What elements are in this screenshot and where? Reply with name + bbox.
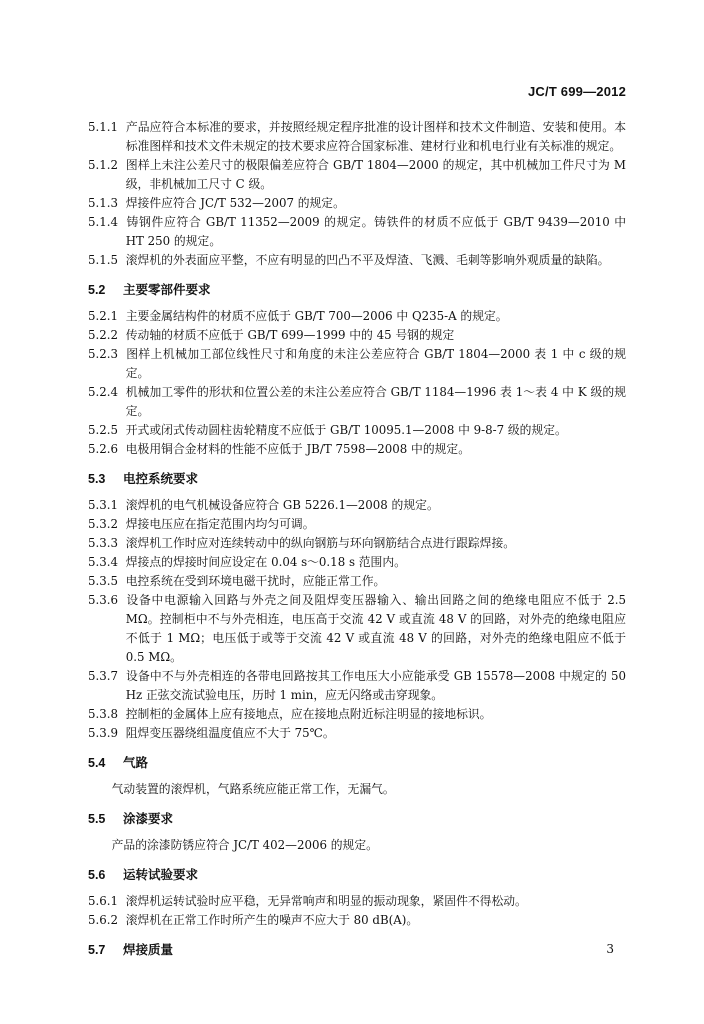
section-heading	[88, 940, 626, 958]
clause-number: 5.1.1	[88, 120, 119, 134]
clause-text: 电极用铜合金材料的性能不应低于 JB/T 7598—2008 中的规定。	[125, 442, 471, 456]
clause-item	[88, 515, 626, 534]
clause-number: 5.2.5	[88, 423, 119, 437]
section-heading	[88, 469, 626, 487]
clause-item	[88, 383, 626, 421]
clause-number: 5.6.2	[88, 913, 119, 927]
page-number: 3	[606, 942, 614, 956]
clause-number: 5.3.6	[88, 593, 119, 607]
clause-item	[88, 213, 626, 251]
section-title: 焊接质量	[123, 943, 174, 957]
section-number: 5.2	[88, 283, 106, 297]
clause-item	[88, 911, 626, 930]
section-heading	[88, 280, 626, 298]
clause-text: 滚焊机的电气机械设备应符合 GB 5226.1—2008 的规定。	[125, 498, 439, 512]
document-body	[88, 118, 626, 967]
clause-number: 5.3.3	[88, 536, 119, 550]
clause-text: 铸钢件应符合 GB/T 11352—2009 的规定。铸铁件的材质不应低于 GB/T 9439—2010 中 HT 250 的规定。	[125, 215, 626, 248]
standard-code-header: JC/T 699—2012	[528, 84, 626, 99]
clause-number: 5.2.1	[88, 309, 119, 323]
section-number: 5.3	[88, 472, 106, 486]
clause-text: 控制柜的金属体上应有接地点，应在接地点附近标注明显的接地标识。	[125, 707, 492, 721]
clause-text: 主要金属结构件的材质不应低于 GB/T 700—2006 中 Q235-A 的规定。	[125, 309, 508, 323]
clause-text: 设备中不与外壳相连的各带电回路按其工作电压大小应能承受 GB 15578—2008 中规定的 50 Hz 正弦交流试验电压，历时 1 min，应无闪络或击穿现象。	[125, 669, 626, 702]
clause-item	[88, 705, 626, 724]
section-title: 运转试验要求	[123, 868, 199, 882]
clause-text: 焊接件应符合 JC/T 532—2007 的规定。	[125, 196, 345, 210]
clause-item	[88, 194, 626, 213]
clause-text: 焊接电压应在指定范围内均匀可调。	[125, 517, 315, 531]
clause-number: 5.3.1	[88, 498, 119, 512]
clause-number: 5.2.2	[88, 328, 119, 342]
clause-text: 图样上未注公差尺寸的极限偏差应符合 GB/T 1804—2000 的规定，其中机械加工件尺寸为 M 级，非机械加工尺寸 C 级。	[125, 158, 626, 191]
clause-number: 5.3.8	[88, 707, 119, 721]
clause-item	[88, 307, 626, 326]
clause-item	[88, 118, 626, 156]
clause-item	[88, 892, 626, 911]
clause-number: 5.1.4	[88, 215, 119, 229]
clause-number: 5.3.7	[88, 669, 119, 683]
clause-number: 5.3.9	[88, 726, 119, 740]
section-number: 5.7	[88, 943, 106, 957]
clause-text: 图样上机械加工部位线性尺寸和角度的未注公差应符合 GB/T 1804—2000 表 1 中 c 级的规定。	[125, 347, 626, 380]
clause-text: 机械加工零件的形状和位置公差的未注公差应符合 GB/T 1184—1996 表 1～表 4 中 K 级的规定。	[125, 385, 626, 418]
clause-item	[88, 553, 626, 572]
clause-text: 设备中电源输入回路与外壳之间及阻焊变压器输入、输出回路之间的绝缘电阻应不低于 2.5 MΩ。控制柜中不与外壳相连，电压高于交流 42 V 或直流 48 V 的回路，对外壳的绝缘电阻应不低于 1 MΩ；电压低于或等于交流 42 V 或直流 48 V 的回路，对外壳的绝缘电阻应不低于 0.5 MΩ。	[125, 593, 626, 664]
clause-number: 5.2.4	[88, 385, 119, 399]
clause-text: 传动轴的材质不应低于 GB/T 699—1999 中的 45 号钢的规定	[125, 328, 455, 342]
section-title: 电控系统要求	[123, 472, 199, 486]
clause-text: 焊接点的焊接时间应设定在 0.04 s～0.18 s 范围内。	[125, 555, 406, 569]
clause-item	[88, 534, 626, 553]
clause-number: 5.1.2	[88, 158, 119, 172]
section-title: 涂漆要求	[123, 812, 174, 826]
clause-text: 滚焊机在正常工作时所产生的噪声不应大于 80 dB(A)。	[125, 913, 419, 927]
clause-text: 开式或闭式传动圆柱齿轮精度不应低于 GB/T 10095.1—2008 中 9-8-7 级的规定。	[125, 423, 567, 437]
section-paragraph: 气动装置的滚焊机，气路系统应能正常工作，无漏气。	[111, 782, 395, 796]
clause-item	[88, 591, 626, 667]
clause-number: 5.2.6	[88, 442, 119, 456]
clause-text: 滚焊机运转试验时应平稳，无异常响声和明显的振动现象，紧固件不得松动。	[125, 894, 527, 908]
section-heading	[88, 865, 626, 883]
clause-number: 5.1.3	[88, 196, 119, 210]
section-title: 气路	[123, 756, 149, 770]
clause-item	[88, 440, 626, 459]
section-paragraph: 产品的涂漆防锈应符合 JC/T 402—2006 的规定。	[111, 838, 378, 852]
clause-item	[88, 421, 626, 440]
clause-text: 滚焊机的外表面应平整，不应有明显的凹凸不平及焊渣、飞溅、毛刺等影响外观质量的缺陷。	[125, 253, 610, 267]
clause-text: 滚焊机工作时应对连续转动中的纵向钢筋与环向钢筋结合点进行跟踪焊接。	[125, 536, 516, 550]
section-heading	[88, 809, 626, 827]
clause-number: 5.3.4	[88, 555, 119, 569]
clause-number: 5.3.2	[88, 517, 119, 531]
clause-item	[88, 724, 626, 743]
clause-item	[88, 345, 626, 383]
clause-item	[88, 667, 626, 705]
section-heading	[88, 753, 626, 771]
clause-item	[88, 572, 626, 591]
clause-number: 5.3.5	[88, 574, 119, 588]
section-number: 5.4	[88, 756, 106, 770]
clause-item	[88, 156, 626, 194]
clause-item	[88, 251, 626, 270]
clause-text: 阻焊变压器绕组温度值应不大于 75℃。	[125, 726, 335, 740]
clause-item	[88, 326, 626, 345]
section-number: 5.6	[88, 868, 106, 882]
clause-text: 产品应符合本标准的要求，并按照经规定程序批准的设计图样和技术文件制造、安装和使用。本标准图样和技术文件未规定的技术要求应符合国家标准、建材行业和机电行业有关标准的规定。	[125, 120, 626, 153]
clause-text: 电控系统在受到环境电磁干扰时，应能正常工作。	[125, 574, 386, 588]
clause-item	[88, 496, 626, 515]
section-number: 5.5	[88, 812, 106, 826]
clause-number: 5.6.1	[88, 894, 119, 908]
clause-number: 5.2.3	[88, 347, 119, 361]
section-title: 主要零部件要求	[123, 283, 211, 297]
clause-number: 5.1.5	[88, 253, 119, 267]
